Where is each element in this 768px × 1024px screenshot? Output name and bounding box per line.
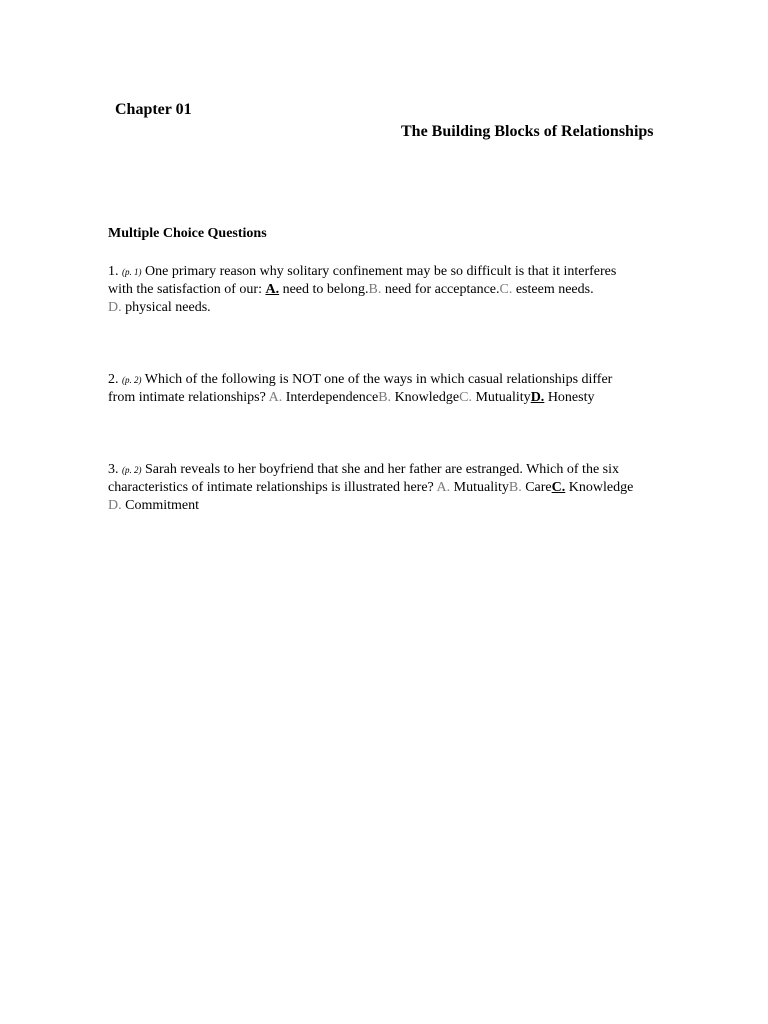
option-letter: C.: [499, 282, 513, 297]
option-text: Mutuality: [453, 480, 509, 495]
option-text: need to belong.: [282, 282, 369, 297]
option-letter: D.: [108, 300, 122, 315]
option-text: Knowledge: [394, 390, 460, 405]
option-letter-correct: C.: [551, 480, 566, 495]
option-text: physical needs.: [125, 300, 211, 315]
option-letter-correct: D.: [530, 390, 545, 405]
question-1: [108, 263, 688, 317]
option-letter: A.: [268, 390, 283, 405]
page-reference: (p. 2): [122, 375, 142, 385]
option-letter: B.: [378, 390, 392, 405]
question-2: [108, 371, 688, 407]
option-text: Care: [525, 480, 552, 495]
option-text: Commitment: [125, 498, 200, 513]
section-heading: Multiple Choice Questions: [108, 226, 267, 241]
option-letter: B.: [368, 282, 382, 297]
document-title: The Building Blocks of Relationships: [401, 123, 654, 140]
question-stem-line: Sarah reveals to her boyfriend that she and her father are estranged. Which of the six: [145, 462, 619, 477]
page-reference: (p. 2): [122, 465, 142, 475]
option-letter: B.: [508, 480, 522, 495]
option-letter: C.: [459, 390, 472, 405]
chapter-label: Chapter 01: [115, 101, 192, 118]
option-letter-correct: A.: [265, 282, 280, 297]
option-text: esteem needs.: [515, 282, 594, 297]
option-letter: A.: [436, 480, 451, 495]
question-number: 2.: [108, 372, 119, 387]
option-text: Mutuality: [475, 390, 531, 405]
question-stem-line: with the satisfaction of our:: [108, 282, 262, 297]
question-number: 1.: [108, 264, 119, 279]
question-stem-line: from intimate relationships?: [108, 390, 266, 405]
question-stem-line: One primary reason why solitary confinement may be so difficult is that it interferes: [145, 264, 617, 279]
question-stem-line: Which of the following is NOT one of the ways in which casual relationships differ: [144, 372, 613, 387]
option-text: Knowledge: [568, 480, 634, 495]
question-3: [108, 461, 688, 515]
question-number: 3.: [108, 462, 119, 477]
option-text: Interdependence: [285, 390, 379, 405]
option-text: Honesty: [547, 390, 595, 405]
option-text: need for acceptance.: [384, 282, 500, 297]
page-reference: (p. 1): [122, 267, 142, 277]
question-stem-line: characteristics of intimate relationships is illustrated here?: [108, 480, 434, 495]
option-letter: D.: [108, 498, 122, 513]
